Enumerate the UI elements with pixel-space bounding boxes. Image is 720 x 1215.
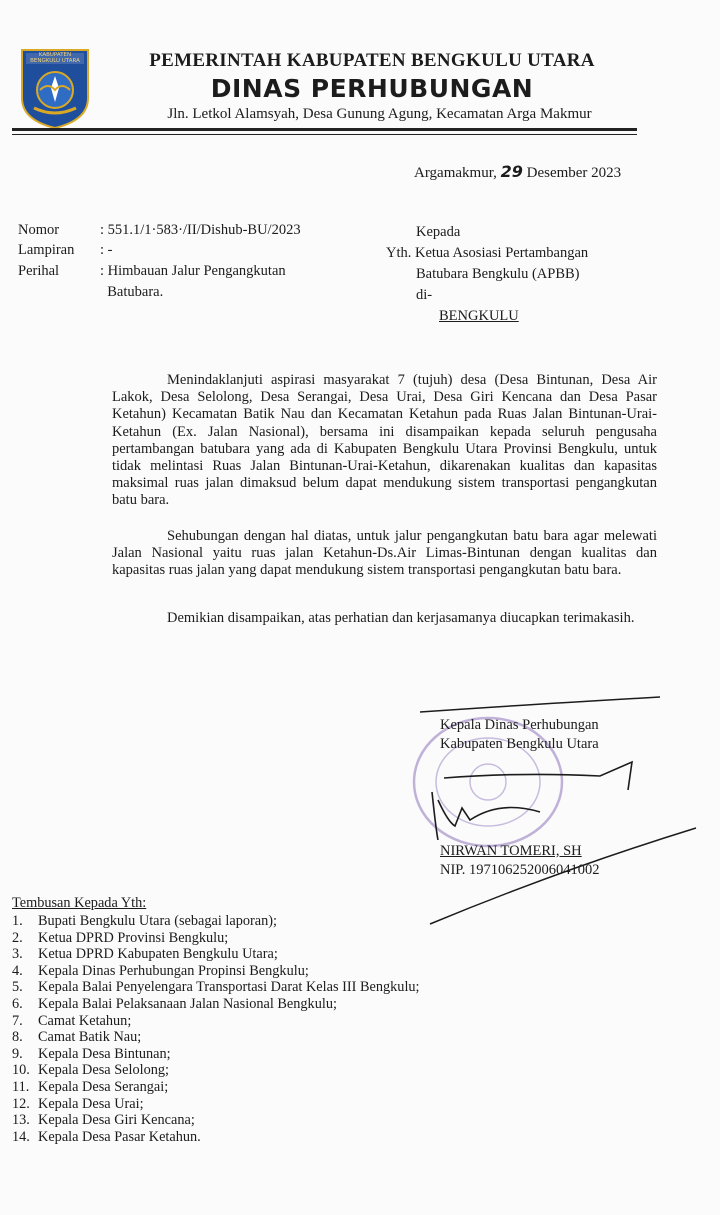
- letterhead-address: Jln. Letkol Alamsyah, Desa Gunung Agung, Kecamatan Arga Makmur: [167, 106, 592, 122]
- cc-item: 7. Camat Ketahun;: [12, 1012, 132, 1029]
- cc-item: 2. Ketua DPRD Provinsi Bengkulu;: [12, 929, 229, 946]
- recipient-org: Batubara Bengkulu (APBB): [416, 266, 580, 282]
- cc-item: 14. Kepala Desa Pasar Ketahun.: [12, 1128, 201, 1145]
- meta-label: Nomor: [18, 222, 60, 238]
- body-text: Sehubungan dengan hal diatas, untuk jalur pengangkutan batu bara agar melewati Jalan Nasional yaitu ruas jalan Ketahun-Ds.Air Limas-Bintunan dengan kualitas dan kapasitas ruas jalan yang dapat mendukung sistem transportasi pengangkutan batu bara.: [112, 528, 657, 579]
- signatory-nip: NIP. 197106252006041002: [440, 862, 600, 878]
- cc-item: 12. Kepala Desa Urai;: [12, 1095, 144, 1112]
- meta-value: Batubara.: [100, 284, 164, 300]
- cc-item: 6. Kepala Balai Pelaksanaan Jalan Nasional Bengkulu;: [12, 995, 337, 1012]
- signature-title-1: Kepala Dinas Perhubungan: [440, 717, 599, 733]
- signature-title-2: Kabupaten Bengkulu Utara: [440, 736, 599, 752]
- cc-item: 10. Kepala Desa Selolong;: [12, 1062, 170, 1079]
- cc-item: 4. Kepala Dinas Perhubungan Propinsi Bengkulu;: [12, 962, 309, 979]
- cc-item: 8. Camat Batik Nau;: [12, 1029, 142, 1046]
- cc-item: 9. Kepala Desa Bintunan;: [12, 1045, 171, 1062]
- meta-label: Lampiran: [18, 242, 75, 258]
- date-day-handwritten: 29: [500, 162, 523, 181]
- logo-caption: KABUPATEN BENGKULU UTARA: [30, 52, 80, 64]
- signatory-name: NIRWAN TOMERI, SH: [440, 843, 582, 859]
- cc-item: 5. Kepala Balai Penyelengara Transportasi Darat Kelas III Bengkulu;: [12, 979, 420, 996]
- recipient-kepada: Kepada: [416, 224, 461, 240]
- letterhead-agency: DINAS PERHUBUNGAN: [210, 74, 534, 103]
- meta-value: : -: [100, 242, 113, 258]
- cc-item: 3. Ketua DPRD Kabupaten Bengkulu Utara;: [12, 946, 278, 963]
- cc-item: 13. Kepala Desa Giri Kencana;: [12, 1112, 195, 1129]
- recipient-di: di-: [416, 287, 433, 303]
- cc-item: 1. Bupati Bengkulu Utara (sebagai laporan);: [12, 913, 277, 929]
- date-place: Argamakmur,: [414, 165, 497, 181]
- recipient-name: Yth. Ketua Asosiasi Pertambangan: [386, 245, 589, 261]
- cc-list: [12, 913, 420, 1145]
- cc-title: Tembusan Kepada Yth:: [12, 895, 147, 911]
- recipient-city: BENGKULU: [439, 308, 519, 324]
- cc-item: 11. Kepala Desa Serangai;: [12, 1078, 169, 1095]
- meta-value: : 551.1/1·583·/II/Dishub-BU/2023: [100, 222, 301, 238]
- date-month-year: Desember 2023: [526, 165, 622, 181]
- body-text: Menindaklanjuti aspirasi masyarakat 7 (tujuh) desa (Desa Bintunan, Desa Air Lakok, Desa Selolong, Desa Serangai, Desa Urai, Desa Giri Kencana dan Desa Pasar Ketahun) Kecamatan Batik Nau dan Kecamatan Ketahun pada Ruas Jalan Bintunan-Urai-Ketahun (Ex. Jalan Nasional), bersama ini disampaikan kepada seluruh pengusaha pertambangan batubara yang ada di Kabupaten Bengkulu Utara Provinsi Bengkulu, untuk tidak melintasi Ruas Jalan Bintunan-Urai-Ketahun, dikarenakan kualitas dan kapasitas maksimal ruas jalan dimaksud belum dapat mendukung sistem transportasi pengangkutan batu bara.: [112, 372, 657, 509]
- letterhead-government: PEMERINTAH KABUPATEN BENGKULU UTARA: [149, 50, 595, 71]
- meta-value: : Himbauan Jalur Pengangkutan: [100, 263, 286, 279]
- body-text: Demikian disampaikan, atas perhatian dan kerjasamanya diucapkan terimakasih.: [167, 610, 635, 626]
- meta-label: Perihal: [18, 263, 60, 279]
